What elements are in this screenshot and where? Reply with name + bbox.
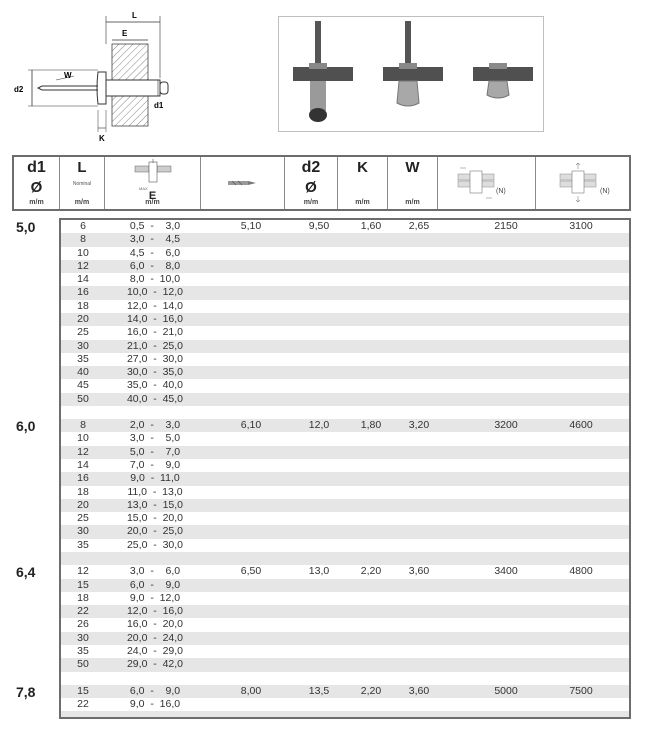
data-table <box>59 218 631 719</box>
header-E <box>105 157 201 209</box>
header-W <box>388 157 438 209</box>
rivet-cross-section-drawing <box>0 0 200 150</box>
cell-grip-range: 30,0 - 35,0 <box>126 366 184 379</box>
cell-grip-range: 16,0 - 20,0 <box>126 618 184 631</box>
table-row <box>61 645 629 658</box>
cell-grip-range: 12,0 - 16,0 <box>126 605 184 618</box>
cell-grip-range: 2,0 - 3,0 <box>129 419 181 432</box>
table-row <box>61 632 629 645</box>
table-row <box>61 273 629 286</box>
cell-shear: 2150 <box>494 220 518 232</box>
header-E-unit: m/m <box>145 199 160 206</box>
cell-length: 50 <box>77 658 89 671</box>
cell-d2: 9,50 <box>308 220 330 232</box>
cell-length: 10 <box>77 432 89 445</box>
table-row <box>61 419 629 432</box>
cell-length: 20 <box>77 498 89 511</box>
table-row <box>61 512 629 525</box>
header-tensile-unit: (N) <box>600 188 610 195</box>
cell-w: 3,20 <box>408 419 430 432</box>
spacer-row <box>61 672 629 685</box>
table-row <box>61 432 629 445</box>
cell-k: 1,80 <box>360 419 382 432</box>
cell-length: 14 <box>77 459 89 472</box>
table-row <box>61 525 629 538</box>
cell-grip-range: 20,0 - 24,0 <box>126 631 184 644</box>
cell-length: 18 <box>77 299 89 312</box>
cell-grip-range: 4,5 - 6,0 <box>129 246 181 259</box>
cell-length: 18 <box>77 591 89 604</box>
table-row <box>61 486 629 499</box>
header-d1-label: d1 <box>27 159 46 176</box>
drawing-label-L: L <box>132 11 137 20</box>
header-K <box>338 157 388 209</box>
header-L <box>60 157 105 209</box>
cell-grip-range: 9,0 - 12,0 <box>129 591 181 604</box>
cell-length: 35 <box>77 352 89 365</box>
drawing-label-d1: d1 <box>154 101 164 110</box>
cell-grip-range: 5,0 - 7,0 <box>129 445 181 458</box>
spacer-row <box>61 552 629 565</box>
cell-k: 1,60 <box>360 220 382 232</box>
cell-length: 15 <box>77 578 89 591</box>
header-L-unit: m/m <box>74 199 90 206</box>
header-d1 <box>14 157 60 209</box>
cell-tensile: 3100 <box>569 220 593 232</box>
table-row <box>61 353 629 366</box>
cell-length: 12 <box>77 259 89 272</box>
table-header <box>12 155 631 211</box>
drawing-label-W: W <box>64 71 72 80</box>
cell-w: 2,65 <box>408 220 430 232</box>
header-E-max: MAX <box>139 186 148 191</box>
header-W-label: W <box>405 159 420 176</box>
header-K-unit: m/m <box>355 199 370 206</box>
table-row <box>61 459 629 472</box>
cell-length: 12 <box>77 565 89 578</box>
cell-length: 22 <box>77 698 89 711</box>
cell-length: 30 <box>77 339 89 352</box>
cell-grip-range: 15,0 - 20,0 <box>126 512 184 525</box>
cell-grip-range: 13,0 - 15,0 <box>126 498 184 511</box>
cell-grip-range: 16,0 - 21,0 <box>126 326 184 339</box>
table-row <box>61 565 629 578</box>
header-shear <box>438 157 536 209</box>
cell-grip-range: 21,0 - 25,0 <box>126 339 184 352</box>
table-row <box>61 233 629 246</box>
shear-force-icon <box>456 164 496 204</box>
tensile-force-icon <box>558 162 598 204</box>
cell-length: 20 <box>77 312 89 325</box>
header-d2 <box>285 157 338 209</box>
cell-length: 40 <box>77 366 89 379</box>
cell-w: 3,60 <box>408 684 430 697</box>
table-row <box>61 446 629 459</box>
cell-length: 16 <box>77 286 89 299</box>
cell-drill: 8,00 <box>240 684 262 697</box>
table-row <box>61 472 629 485</box>
table-row <box>61 313 629 326</box>
table-row <box>61 539 629 552</box>
cell-length: 30 <box>77 631 89 644</box>
table-row <box>61 260 629 273</box>
cell-length: 15 <box>77 684 89 697</box>
cell-grip-range: 6,0 - 9,0 <box>129 578 181 591</box>
rivet-stage-illustrations <box>279 17 543 131</box>
cell-length: 14 <box>77 273 89 286</box>
cell-tensile: 4800 <box>569 565 593 578</box>
drawing-label-d2: d2 <box>14 85 24 94</box>
grip-range-icon <box>133 159 173 185</box>
cell-grip-range: 27,0 - 30,0 <box>126 352 184 365</box>
cell-tensile: 4600 <box>569 419 593 432</box>
table-row <box>61 592 629 605</box>
cell-grip-range: 9,0 - 16,0 <box>129 698 181 711</box>
cell-d2: 13,0 <box>308 565 330 578</box>
cell-grip-range: 35,0 - 40,0 <box>126 379 184 392</box>
cell-length: 25 <box>77 512 89 525</box>
header-d2-label: d2 <box>301 159 321 176</box>
cell-length: 8 <box>80 419 86 432</box>
cell-grip-range: 11,0 - 13,0 <box>127 485 183 498</box>
cell-grip-range: 0,5 - 3,0 <box>129 220 181 232</box>
header-d2-symbol: Ø <box>305 179 317 196</box>
cell-length: 8 <box>80 233 86 246</box>
cell-length: 6 <box>80 220 86 232</box>
cell-drill: 6,10 <box>240 419 262 432</box>
cell-grip-range: 9,0 - 11,0 <box>130 472 180 485</box>
cell-grip-range: 20,0 - 25,0 <box>126 525 184 538</box>
table-row <box>61 685 629 698</box>
cell-length: 30 <box>77 525 89 538</box>
cell-w: 3,60 <box>408 565 430 578</box>
cell-d2: 13,5 <box>308 684 330 697</box>
cell-length: 35 <box>77 644 89 657</box>
cell-grip-range: 3,0 - 6,0 <box>129 565 181 578</box>
cell-grip-range: 14,0 - 16,0 <box>126 312 184 325</box>
cell-grip-range: 29,0 - 42,0 <box>126 658 184 671</box>
table-row <box>61 698 629 711</box>
cell-grip-range: 10,0 - 12,0 <box>126 286 184 299</box>
d1-group-label: 6,4 <box>16 564 36 581</box>
cell-grip-range: 25,0 - 30,0 <box>126 538 184 551</box>
header-tensile <box>536 157 629 209</box>
cell-length: 45 <box>77 379 89 392</box>
table-row <box>61 618 629 631</box>
cell-length: 22 <box>77 605 89 618</box>
table-row <box>61 366 629 379</box>
d1-group-label: 6,0 <box>16 418 36 435</box>
table-row <box>61 658 629 671</box>
cell-tensile: 7500 <box>569 684 593 697</box>
cell-drill: 6,50 <box>240 565 262 578</box>
cell-length: 25 <box>77 326 89 339</box>
header-d1-symbol: Ø <box>30 179 43 196</box>
table-row <box>61 286 629 299</box>
header-W-unit: m/m <box>405 199 420 206</box>
cell-length: 12 <box>77 445 89 458</box>
header-K-label: K <box>357 159 368 176</box>
cell-d2: 12,0 <box>308 419 330 432</box>
d1-group-label: 5,0 <box>16 219 36 235</box>
cell-k: 2,20 <box>360 565 382 578</box>
cell-grip-range: 40,0 - 45,0 <box>126 392 184 405</box>
cell-grip-range: 6,0 - 9,0 <box>129 684 181 697</box>
header-d1-unit: m/m <box>29 199 44 206</box>
table-row <box>61 605 629 618</box>
header-E-label: E <box>148 190 157 202</box>
header-d2-unit: m/m <box>303 199 319 206</box>
header-L-label: L <box>77 159 87 176</box>
table-row <box>61 326 629 339</box>
cell-grip-range: 3,0 - 5,0 <box>129 432 181 445</box>
table-row <box>61 499 629 512</box>
table-row <box>61 300 629 313</box>
cell-length: 16 <box>77 472 89 485</box>
rivet-photo-panel <box>278 16 544 132</box>
drawing-label-K: K <box>99 134 105 143</box>
table-row <box>61 247 629 260</box>
cell-length: 26 <box>77 618 89 631</box>
table-row <box>61 340 629 353</box>
table-row <box>61 220 629 233</box>
cell-grip-range: 6,0 - 8,0 <box>129 259 181 272</box>
drawing-label-E: E <box>122 29 128 38</box>
filler-row <box>61 711 629 719</box>
table-row <box>61 393 629 406</box>
cell-drill: 5,10 <box>240 220 262 232</box>
cell-length: 18 <box>77 485 89 498</box>
header-drill <box>201 157 285 209</box>
cell-shear: 3200 <box>494 419 518 432</box>
d1-group-label: 7,8 <box>16 683 36 700</box>
cell-grip-range: 7,0 - 9,0 <box>129 459 181 472</box>
drill-bit-icon <box>228 179 258 187</box>
cell-length: 35 <box>77 538 89 551</box>
cell-grip-range: 24,0 - 29,0 <box>126 644 184 657</box>
cell-grip-range: 12,0 - 14,0 <box>126 299 184 312</box>
cell-length: 10 <box>77 246 89 259</box>
cell-shear: 3400 <box>494 565 518 578</box>
header-L-nominal: Nominal <box>72 181 92 187</box>
cell-grip-range: 8,0 - 10,0 <box>129 273 181 286</box>
cell-length: 50 <box>77 392 89 405</box>
header-shear-unit: (N) <box>496 188 506 195</box>
cell-grip-range: 3,0 - 4,5 <box>129 233 181 246</box>
table-row <box>61 379 629 392</box>
cell-k: 2,20 <box>360 684 382 697</box>
cell-shear: 5000 <box>494 684 518 697</box>
table-row <box>61 579 629 592</box>
spacer-row <box>61 406 629 419</box>
